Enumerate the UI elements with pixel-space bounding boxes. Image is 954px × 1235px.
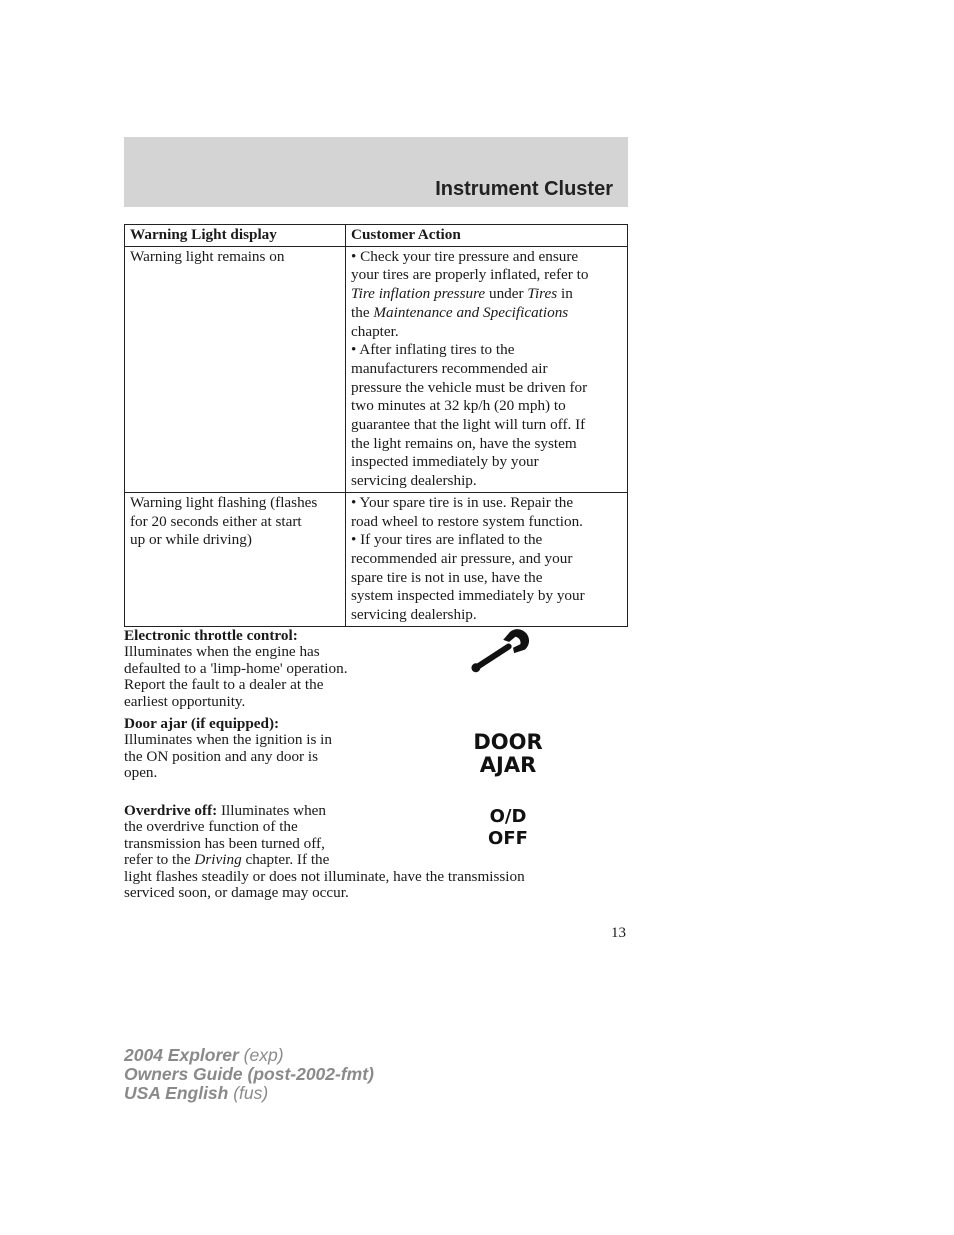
text: under <box>488 285 524 303</box>
warning-display-cell: Warning light remains on <box>125 246 346 492</box>
od-line: serviced soon, or damage may occur. <box>124 884 349 902</box>
action-line: spare tire is not in use, have the <box>351 568 543 586</box>
door-line: Illuminates when the ignition is in <box>124 731 332 749</box>
door-ajar-description <box>124 716 332 782</box>
od-line: the overdrive function of the <box>124 818 298 836</box>
action-line: your tires are properly inflated, refer to <box>351 266 589 284</box>
page-number: 13 <box>611 925 626 941</box>
action-line: inspected immediately by your <box>351 453 539 471</box>
etc-line: Report the fault to a dealer at the <box>124 676 324 694</box>
display-line: up or while driving) <box>130 531 252 549</box>
footer-model: 2004 Explorer <box>124 1045 239 1065</box>
wrench-icon <box>462 628 534 680</box>
action-line: road wheel to restore system function. <box>351 512 583 530</box>
action-line: servicing dealership. <box>351 472 477 490</box>
action-line: • If your tires are inflated to the <box>351 531 543 549</box>
etc-title: Electronic throttle control: <box>124 627 298 644</box>
od-line: refer to the <box>124 851 191 869</box>
door-ajar-icon-line: AJAR <box>479 753 537 777</box>
action-line: system inspected immediately by your <box>351 587 585 605</box>
etc-line: Illuminates when the engine has <box>124 643 320 661</box>
door-ajar-icon <box>468 731 548 777</box>
table-row <box>125 246 628 492</box>
action-line: pressure the vehicle must be driven for <box>351 378 588 396</box>
cross-reference: Tire inflation pressure <box>351 285 486 303</box>
action-line: servicing dealership. <box>351 606 477 624</box>
column-header: Warning Light display <box>125 225 346 247</box>
action-line: • Your spare tire is in use. Repair the <box>351 493 574 511</box>
display-line: for 20 seconds either at start <box>130 512 302 530</box>
overdrive-off-description <box>124 803 525 901</box>
action-line: recommended air pressure, and your <box>351 549 573 567</box>
footer-line <box>124 1065 374 1084</box>
door-line: the ON position and any door is <box>124 747 319 765</box>
footer <box>124 1046 374 1103</box>
overdrive-off-title: Overdrive off: <box>124 802 218 819</box>
od-icon-line: O/D <box>489 806 527 827</box>
warning-light-table <box>124 224 628 627</box>
table-header-row <box>125 225 628 247</box>
footer-code: (exp) <box>243 1045 284 1065</box>
action-line: guarantee that the light will turn off. If <box>351 416 586 434</box>
etc-description <box>124 628 348 710</box>
customer-action-cell <box>346 246 628 492</box>
cross-reference: Tires <box>527 285 558 303</box>
action-line: • Check your tire pressure and ensure <box>351 247 579 265</box>
action-line: chapter. <box>351 322 399 340</box>
footer-line <box>124 1084 374 1103</box>
cross-reference: Driving <box>194 851 242 869</box>
door-line: open. <box>124 764 158 782</box>
action-line: manufacturers recommended air <box>351 359 548 377</box>
action-line <box>351 285 622 304</box>
column-header: Customer Action <box>346 225 628 247</box>
etc-line: defaulted to a 'limp-home' operation. <box>124 659 348 677</box>
action-line: the light remains on, have the system <box>351 434 577 452</box>
door-ajar-title: Door ajar (if equipped): <box>124 715 280 732</box>
od-line: light flashes steadily or does not illuminate, have the transmission <box>124 867 525 885</box>
footer-guide: Owners Guide (post-2002-fmt) <box>124 1064 374 1084</box>
footer-line <box>124 1046 374 1065</box>
table-row <box>125 492 628 626</box>
action-line <box>351 304 622 323</box>
etc-line: earliest opportunity. <box>124 692 246 710</box>
od-line: transmission has been turned off, <box>124 834 325 852</box>
action-line: • After inflating tires to the <box>351 341 515 359</box>
footer-code: (fus) <box>233 1083 269 1103</box>
warning-display-cell <box>125 492 346 626</box>
header-band <box>124 137 628 207</box>
od-icon-line: OFF <box>488 828 528 849</box>
door-ajar-icon-line: DOOR <box>473 730 543 754</box>
text: in <box>560 285 573 303</box>
customer-action-cell <box>346 492 628 626</box>
overdrive-off-icon <box>468 806 548 850</box>
footer-language: USA English <box>124 1083 229 1103</box>
display-line: Warning light flashing (flashes <box>130 493 318 511</box>
od-line: Illuminates when <box>221 802 327 819</box>
cross-reference: Maintenance and Specifications <box>373 303 569 321</box>
action-line: two minutes at 32 kp/h (20 mph) to <box>351 397 566 415</box>
text: the <box>351 303 370 321</box>
od-line: chapter. If the <box>245 851 330 869</box>
section-title: Instrument Cluster <box>435 178 613 200</box>
